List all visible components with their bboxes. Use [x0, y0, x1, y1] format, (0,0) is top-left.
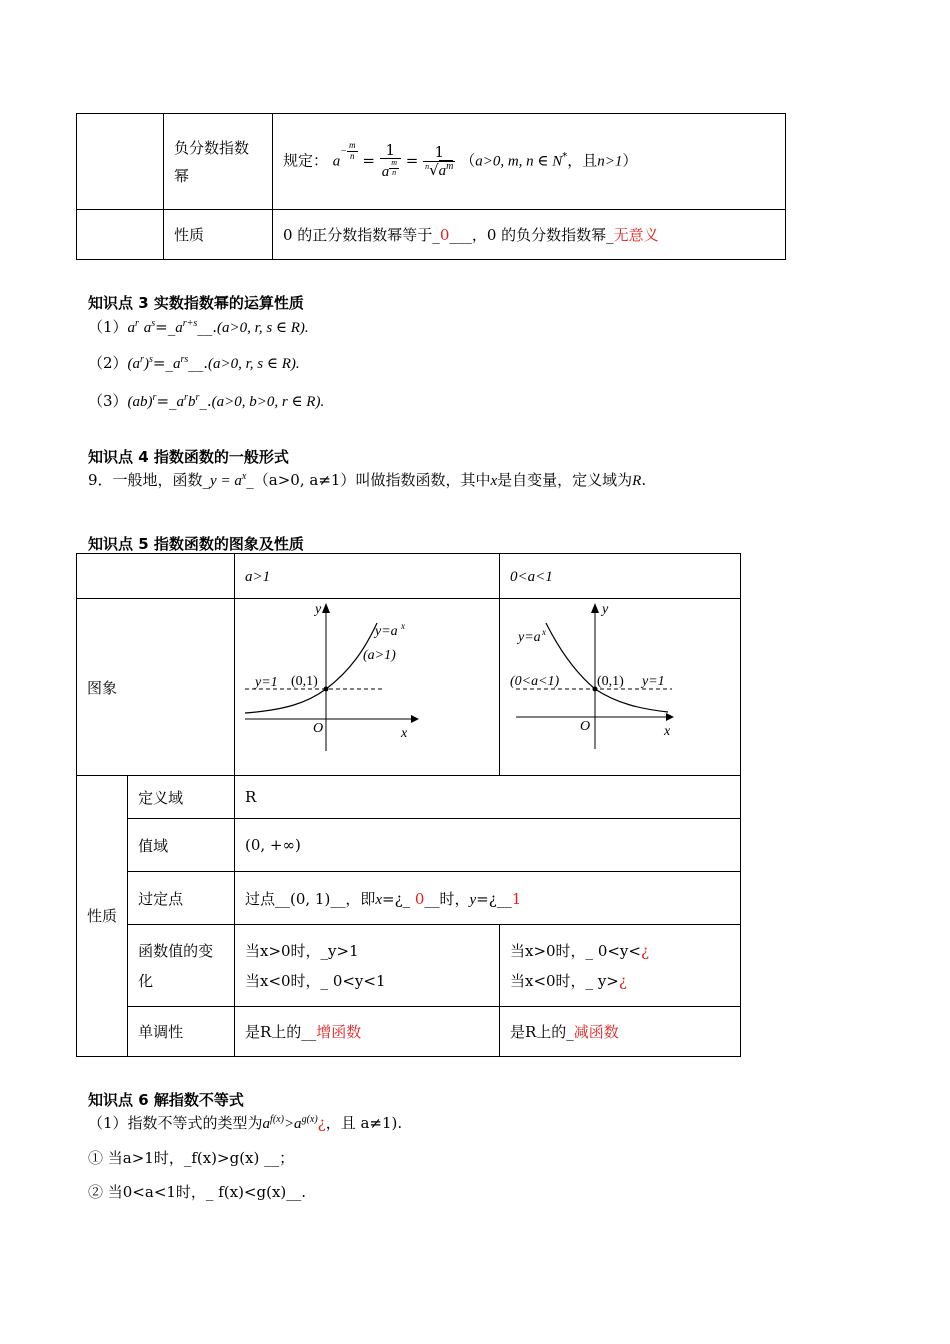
neg-frac-exp-rule: 规定： $a^{- \frac{m}{n}}$ = 1 a $^{\frac{m}{n}}$ = $\frac{1}{^n√a^m}$ （a>0, m, n ∈ N*，且n>1）	[273, 114, 786, 210]
header-a-gt-1: a>1	[234, 554, 499, 599]
answer-zero: 0	[439, 226, 450, 244]
exp-curve	[546, 623, 668, 712]
graph-decreasing-svg	[500, 599, 740, 771]
fixed-point-value: 过点__(0, 1)__，即x=¿_ 0__时，y=¿__1	[234, 872, 740, 925]
cond-label: (a>1)	[362, 648, 396, 663]
value-change-decreasing: 当x>0时，_ 0<y<¿ 当x<0时，_ y>¿	[499, 925, 740, 1007]
graph-decreasing	[499, 599, 740, 776]
fixed-x-answer: 0	[414, 889, 425, 908]
func-label: y=a	[374, 624, 398, 639]
x-axis-arrow	[666, 713, 674, 721]
fraction-2: $\frac{1}{^n√a^m}$	[425, 143, 454, 179]
x-axis-label: x	[663, 724, 671, 739]
graph-increasing	[234, 599, 499, 776]
origin-label: O	[312, 721, 324, 736]
header-a-lt-1: 0<a<1	[499, 554, 740, 599]
y1-label: y=1	[254, 675, 278, 690]
x-axis-arrow	[411, 715, 419, 723]
top-table	[76, 113, 786, 260]
func-label: y=a	[517, 630, 541, 645]
empty-cell	[77, 114, 164, 210]
value-change-label: 函数值的变化	[128, 925, 235, 1007]
property-label: 性质	[164, 210, 273, 260]
property-side-label: 性质	[77, 776, 128, 1057]
property-text: 0 的正分数指数幂等于_0___，0 的负分数指数幂_无意义	[273, 210, 786, 260]
point-label: (0,1)	[290, 674, 318, 689]
graph-label: 图象	[77, 599, 235, 776]
y-axis-label: y	[314, 602, 322, 617]
range-label: 值域	[128, 819, 235, 872]
y-axis-arrow	[591, 603, 599, 613]
monotonicity-decreasing: 是R上的_减函数	[499, 1007, 740, 1057]
rule-1: $(1)a^r$ $a^s=\_a^{r+s}\_\_.(a>0$, r, s ∈ R).	[88, 318, 309, 336]
fraction-1: 1 a $^{\frac{m}{n}}$	[380, 142, 401, 181]
cond-label: (0<a<1)	[509, 674, 560, 689]
value-change-increasing: 当x>0时，_y>1 当x<0时，_ 0<y<1	[234, 925, 499, 1007]
y-axis-label: y	[601, 602, 609, 617]
range-value: (0, +∞)	[234, 819, 740, 872]
definition-line: 9．一般地，函数_y = $a^x\_(a>0$, a≠1）叫做指数函数，其中x是自变量，定义域为R.	[88, 471, 647, 489]
exp-curve	[245, 623, 377, 713]
answer-meaningless: 无意义	[613, 226, 659, 244]
x-axis-label: x	[400, 726, 408, 741]
empty-cell-2	[77, 210, 164, 260]
section4-title: 知识点 4 指数函数的一般形式	[88, 448, 289, 466]
func-sup: x	[400, 621, 405, 631]
fixed-y-answer: 1	[511, 889, 522, 908]
rule-2: $(2)(a^r)^s=\_a^{rs}\_\_.(a>0$, r, s ∈ R).	[88, 354, 300, 372]
graph-increasing-svg	[235, 599, 499, 771]
y1-label: y=1	[641, 674, 665, 689]
point-0-1	[323, 687, 328, 692]
domain-label: 定义域	[128, 776, 235, 819]
case-2: ② 当0<a<1时，_ f(x)<g(x)__.	[88, 1183, 307, 1201]
header-empty	[77, 554, 235, 599]
y-axis-arrow	[322, 603, 330, 613]
fixed-point-label: 过定点	[128, 872, 235, 925]
origin-label: O	[579, 719, 591, 734]
inequality-type: （1）指数不等式的类型为$a^{f(x)}>a^{g(x)}¿$，且 a≠1).	[88, 1114, 403, 1132]
domain-value: R	[234, 776, 740, 819]
rule-3: $(3)(ab)^r=\_a^rb^r\_.(a>0$, b>0, r ∈ R).	[88, 392, 325, 410]
point-label: (0,1)	[596, 674, 624, 689]
section3-title: 知识点 3 实数指数幂的运算性质	[88, 294, 304, 312]
exp-function-table	[76, 553, 741, 1057]
monotonicity-increasing: 是R上的__增函数	[234, 1007, 499, 1057]
neg-frac-exp-label: 负分数指数幂	[164, 114, 273, 210]
func-sup: x	[541, 627, 546, 637]
monotonicity-label: 单调性	[128, 1007, 235, 1057]
section5-title: 知识点 5 指数函数的图象及性质	[88, 535, 304, 553]
case-1: ① 当a>1时，_f(x)>g(x) __；	[88, 1149, 295, 1167]
section6-title: 知识点 6 解指数不等式	[88, 1091, 244, 1109]
